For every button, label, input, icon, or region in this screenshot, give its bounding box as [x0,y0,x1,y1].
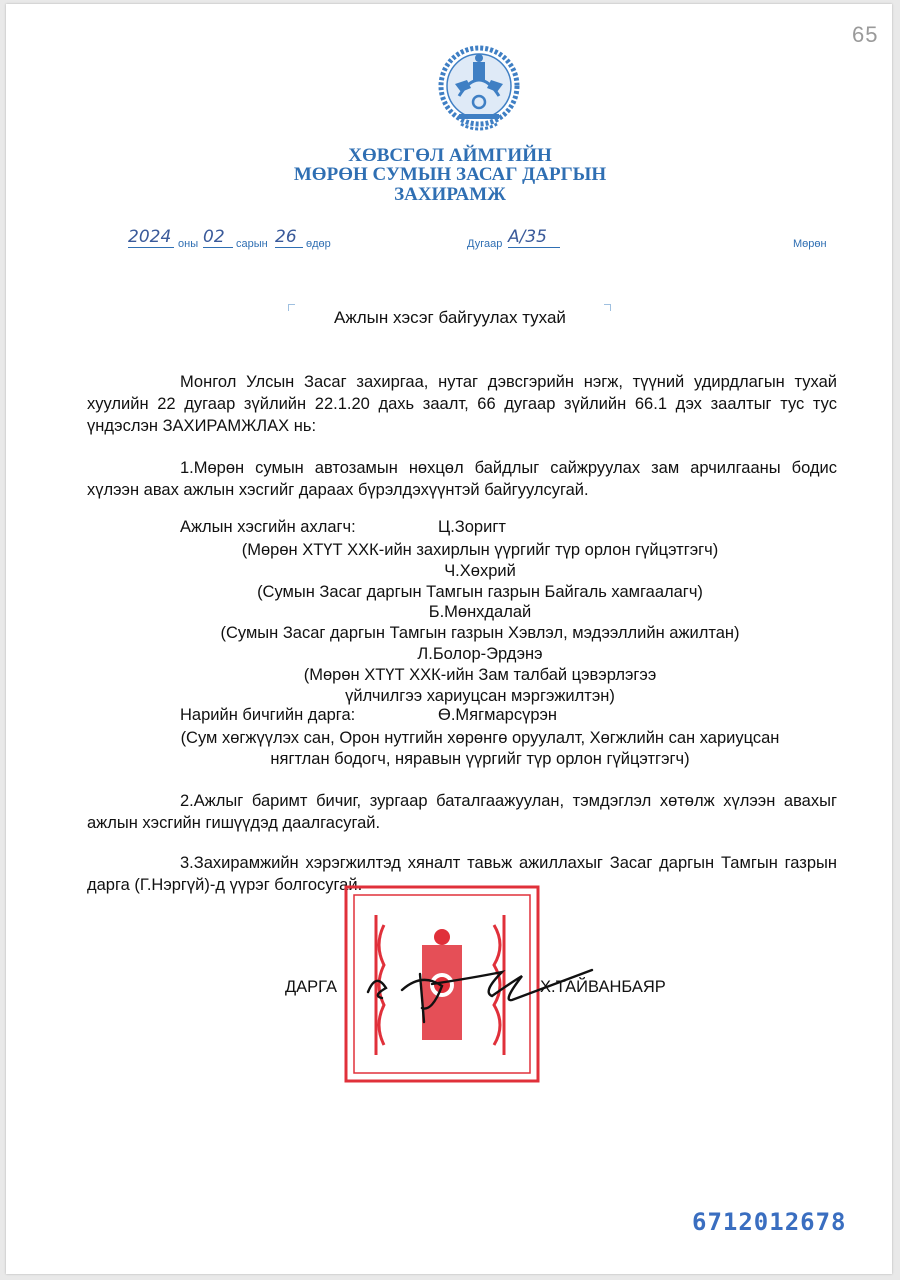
serial-number: 6712012678 [692,1208,847,1236]
state-emblem-icon [437,44,521,134]
item-1-paragraph: 1.Мөрөн сумын автозамын нөхцөл байдлыг сайжруулах зам арчилгааны бодис хүлээн авах ажлын хэсгийг дараах бүрэлдэхүүнтэй байгуулсугай. [87,459,837,499]
member-3-role-line1: (Мөрөн ХТҮТ ХХК-ийн Зам талбай цэвэрлэгээ [303,666,657,684]
document-title: Ажлын хэсэг байгуулах тухай [334,308,566,327]
date-month: 02 [203,227,233,248]
intro-paragraph: Монгол Улсын Засаг захиргаа, нутаг дэвсгэрийн нэгж, түүний удирдлагын тухай хуулийн 22 дугаар зүйлийн 22.1.20 дахь заалт, 66 дугаар зүйлийн 66.1 дэх заалтыг тус тус үндэслэн ЗАХИРАМЖЛАХ нь: [87,373,837,435]
order-number: А/35 [508,227,560,248]
date-day: 26 [275,227,303,248]
secretary-role-line2: нягтлан бодогч, няравын үүргийг түр орлон гүйцэтгэгч) [270,750,690,768]
place-name: Мөрөн [793,238,827,250]
date-year: 2024 [128,227,174,248]
header-line-soum: МӨРӨН СУМЫН ЗАСАГ ДАРГЫН [293,164,607,185]
header-line-aimag: ХӨВСГӨЛ АЙМГИЙН [348,145,552,166]
date-year-suffix: оны [178,238,199,250]
secretary-label: Нарийн бичгийн дарга: [180,706,356,724]
leader-label: Ажлын хэсгийн ахлагч: [180,518,356,536]
number-label: Дугаар [467,238,503,250]
secretary-role-line1: (Сум хөгжүүлэх сан, Орон нутгийн хөрөнгө оруулалт, Хөгжлийн сан хариуцсан [180,729,780,747]
member-2-name: Б.Мөнхдалай [428,603,532,621]
member-1-name: Ч.Хөхрий [444,562,516,580]
signatory-title: ДАРГА [285,978,338,996]
date-day-suffix: өдөр [306,238,331,250]
leader-name: Ц.Зоригт [438,518,506,536]
date-month-suffix: сарын [236,238,268,250]
item-2-paragraph: 2.Ажлыг баримт бичиг, зургаар баталгаажуулан, тэмдэглэл хөтөлж хүлээн авахыг ажлын хэсгийн гишүүдэд даалгасугай. [87,792,837,832]
signatory-name: Х.ТАЙВАНБАЯР [540,978,666,996]
header-line-order: ЗАХИРАМЖ [394,184,506,205]
member-2-role: (Сумын Засаг даргын Тамгын газрын Хэвлэл, мэдээллийн ажилтан) [220,624,740,642]
leader-role: (Мөрөн ХТҮТ ХХК-ийн захирлын үүргийг түр орлон гүйцэтгэгч) [241,541,719,559]
page-number: 65 [852,22,879,47]
secretary-name: Ө.Мягмарсүрэн [438,706,558,724]
member-3-name: Л.Болор-Эрдэнэ [417,645,543,663]
member-1-role: (Сумын Засаг даргын Тамгын газрын Байгаль хамгаалагч) [257,583,703,601]
item-3-paragraph: 3.Захирамжийн хэрэгжилтэд хяналт тавьж ажиллахыг Засаг даргын Тамгын газрын дарга (Г.Нэргүй)-д үүрэг болгосугай. [87,854,837,894]
member-3-role-line2: үйлчилгээ хариуцсан мэргэжилтэн) [345,687,615,705]
